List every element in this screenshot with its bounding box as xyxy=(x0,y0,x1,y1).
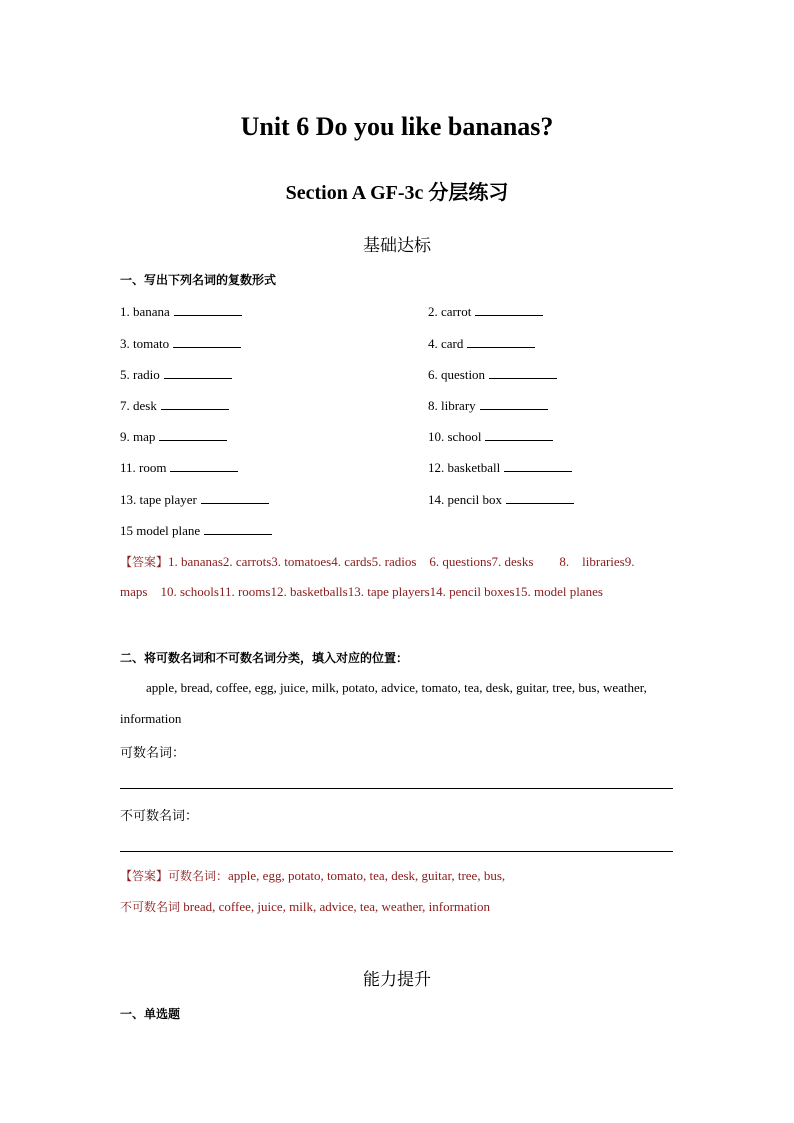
q1-item: 7. desk xyxy=(120,397,229,414)
q1-item: 3. tomato xyxy=(120,335,241,352)
answer-blank[interactable] xyxy=(159,428,227,441)
answer-tag: 【答案】 xyxy=(120,555,169,569)
page-subtitle: Section A GF-3c 分层练习 xyxy=(285,182,509,204)
q2-answer-line-1: 【答案】可数名词：apple, egg, potato, tomato, tea, desk, guitar, tree, bus, xyxy=(120,868,506,883)
q1-item: 12. basketball xyxy=(428,459,572,476)
answer-blank[interactable] xyxy=(506,491,574,504)
q1-item: 4. card xyxy=(428,335,535,352)
uncountable-label: 不可数名词： xyxy=(120,809,199,824)
answer-blank[interactable] xyxy=(475,303,543,316)
q1-item: 11. room xyxy=(120,459,238,476)
q1-item: 13. tape player xyxy=(120,491,269,508)
answer-blank[interactable] xyxy=(170,459,238,472)
q1-heading: 一、写出下列名词的复数形式 xyxy=(120,273,277,287)
q1-item: 15 model plane xyxy=(120,522,272,539)
countable-answer-line[interactable] xyxy=(120,788,673,789)
answer-blank[interactable] xyxy=(480,397,548,410)
q1-item: 2. carrot xyxy=(428,303,543,320)
answer-blank[interactable] xyxy=(164,366,232,379)
answer-blank[interactable] xyxy=(204,522,272,535)
q1-item: 1. banana xyxy=(120,303,242,320)
q1-answer-line-2: maps 10. schools11. rooms12. basketballs13. tape players14. pencil boxes15. model planes xyxy=(120,584,603,599)
q1-item: 14. pencil box xyxy=(428,491,574,508)
q2-word-list: apple, bread, coffee, egg, juice, milk, potato, advice, tomato, tea, desk, guitar, tree, bus, weather, xyxy=(146,680,647,695)
q2-answer-line-2: 不可数名词 bread, coffee, juice, milk, advice, tea, weather, information xyxy=(120,899,491,914)
answer-blank[interactable] xyxy=(174,303,242,316)
q1-item: 10. school xyxy=(428,428,553,445)
q1-item: 8. library xyxy=(428,397,548,414)
q3-heading: 一、单选题 xyxy=(120,1007,181,1021)
q1-item: 5. radio xyxy=(120,366,232,383)
section-basic-heading: 基础达标 xyxy=(363,236,431,256)
q2-heading: 二、将可数名词和不可数名词分类，填入对应的位置： xyxy=(120,651,409,665)
section-advanced-heading: 能力提升 xyxy=(363,970,431,990)
answer-blank[interactable] xyxy=(173,335,241,348)
answer-blank[interactable] xyxy=(504,459,572,472)
answer-blank[interactable] xyxy=(485,428,553,441)
q2-word-list-cont: information xyxy=(120,711,182,726)
q1-item: 6. question xyxy=(428,366,557,383)
q1-item: 9. map xyxy=(120,428,227,445)
answer-blank[interactable] xyxy=(489,366,557,379)
uncountable-answer-line[interactable] xyxy=(120,851,673,852)
countable-label: 可数名词： xyxy=(120,746,186,761)
answer-blank[interactable] xyxy=(201,491,269,504)
answer-blank[interactable] xyxy=(467,335,535,348)
page-title: Unit 6 Do you like bananas? xyxy=(240,112,554,141)
answer-blank[interactable] xyxy=(161,397,229,410)
answer-tag: 【答案】 xyxy=(120,869,169,883)
q1-answer-line-1: 【答案】1. bananas2. carrots3. tomatoes4. cards5. radios 6. questions7. desks 8. libraries9. xyxy=(120,554,635,569)
